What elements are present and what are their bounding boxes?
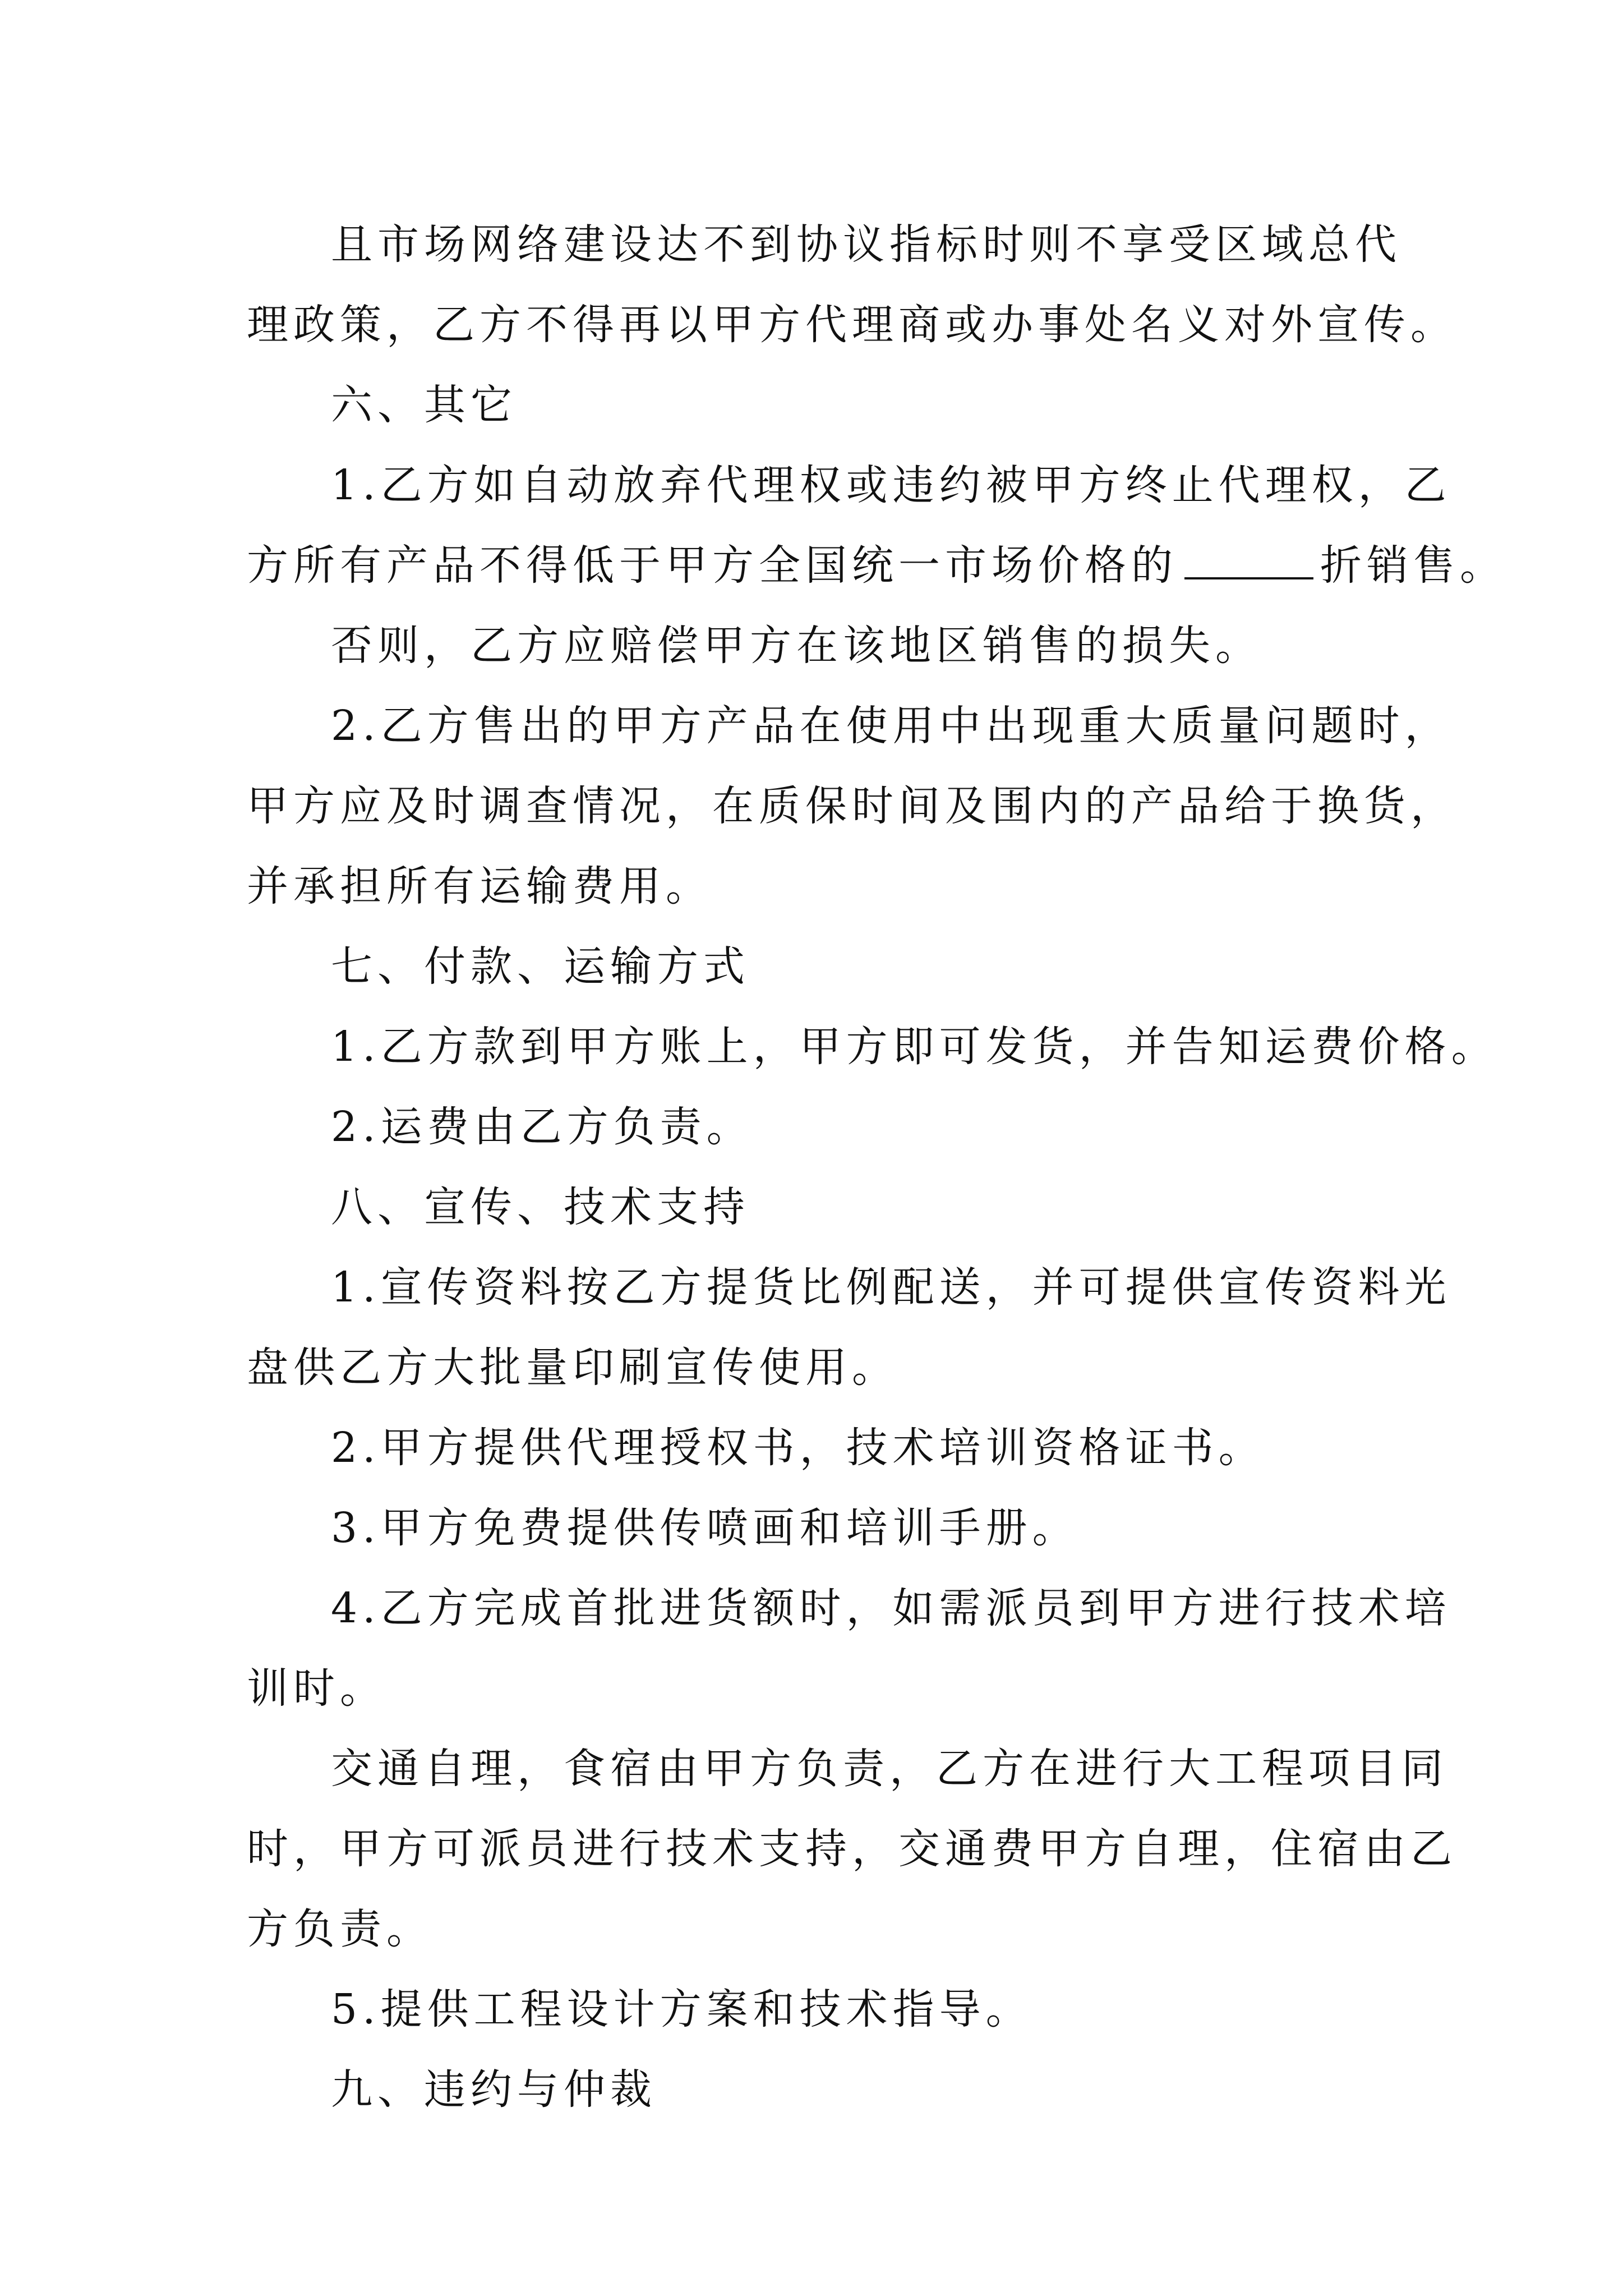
- text-line: 理政策，乙方不得再以甲方代理商或办事处名义对外宣传。: [247, 301, 1457, 349]
- text-line: 3.甲方免费提供传喷画和培训手册。: [331, 1504, 1079, 1552]
- text-line: 甲方应及时调查情况，在质保时间及围内的产品给于换货，: [247, 782, 1457, 830]
- section-heading: 七、付款、运输方式: [331, 942, 750, 991]
- text-line: 2.乙方售出的甲方产品在使用中出现重大质量问题时，: [331, 702, 1451, 750]
- text-fragment: 折销售。: [1320, 541, 1506, 590]
- text-line: 并承担所有运输费用。: [247, 862, 712, 910]
- text-line: 2.运费由乙方负责。: [331, 1103, 753, 1151]
- text-line: 2.甲方提供代理授权书，技术培训资格证书。: [331, 1424, 1265, 1472]
- document-body: [247, 205, 1506, 2130]
- text-line-with-blank: [247, 526, 1506, 606]
- fill-in-blank: [1184, 542, 1313, 579]
- text-line: 训时。: [247, 1664, 386, 1713]
- text-line: 盘供乙方大批量印刷宣传使用。: [247, 1343, 898, 1392]
- text-line: 否则，乙方应赔偿甲方在该地区销售的损失。: [331, 622, 1262, 670]
- section-heading: 九、违约与仲裁: [331, 2065, 657, 2114]
- text-line: 时，甲方可派员进行技术支持，交通费甲方自理，住宿由乙: [247, 1825, 1457, 1873]
- text-line: 方负责。: [247, 1905, 433, 1953]
- text-line: 5.提供工程设计方案和技术指导。: [331, 1985, 1032, 2033]
- section-heading: 八、宣传、技术支持: [331, 1183, 750, 1231]
- text-fragment: 方所有产品不得低于甲方全国统一市场价格的: [247, 541, 1178, 590]
- section-heading: 六、其它: [331, 381, 517, 429]
- text-line: 4.乙方完成首批进货额时，如需派员到甲方进行技术培: [331, 1584, 1451, 1632]
- text-line: 1.宣传资料按乙方提货比例配送，并可提供宣传资料光: [331, 1263, 1451, 1312]
- text-line: 1.乙方如自动放弃代理权或违约被甲方终止代理权，乙: [331, 461, 1451, 509]
- text-line: 交通自理，食宿由甲方负责，乙方在进行大工程项目同: [331, 1745, 1448, 1793]
- text-line: 1.乙方款到甲方账上，甲方即可发货，并告知运费价格。: [331, 1023, 1498, 1071]
- text-line: 且市场网络建设达不到协议指标时则不享受区域总代: [331, 220, 1401, 269]
